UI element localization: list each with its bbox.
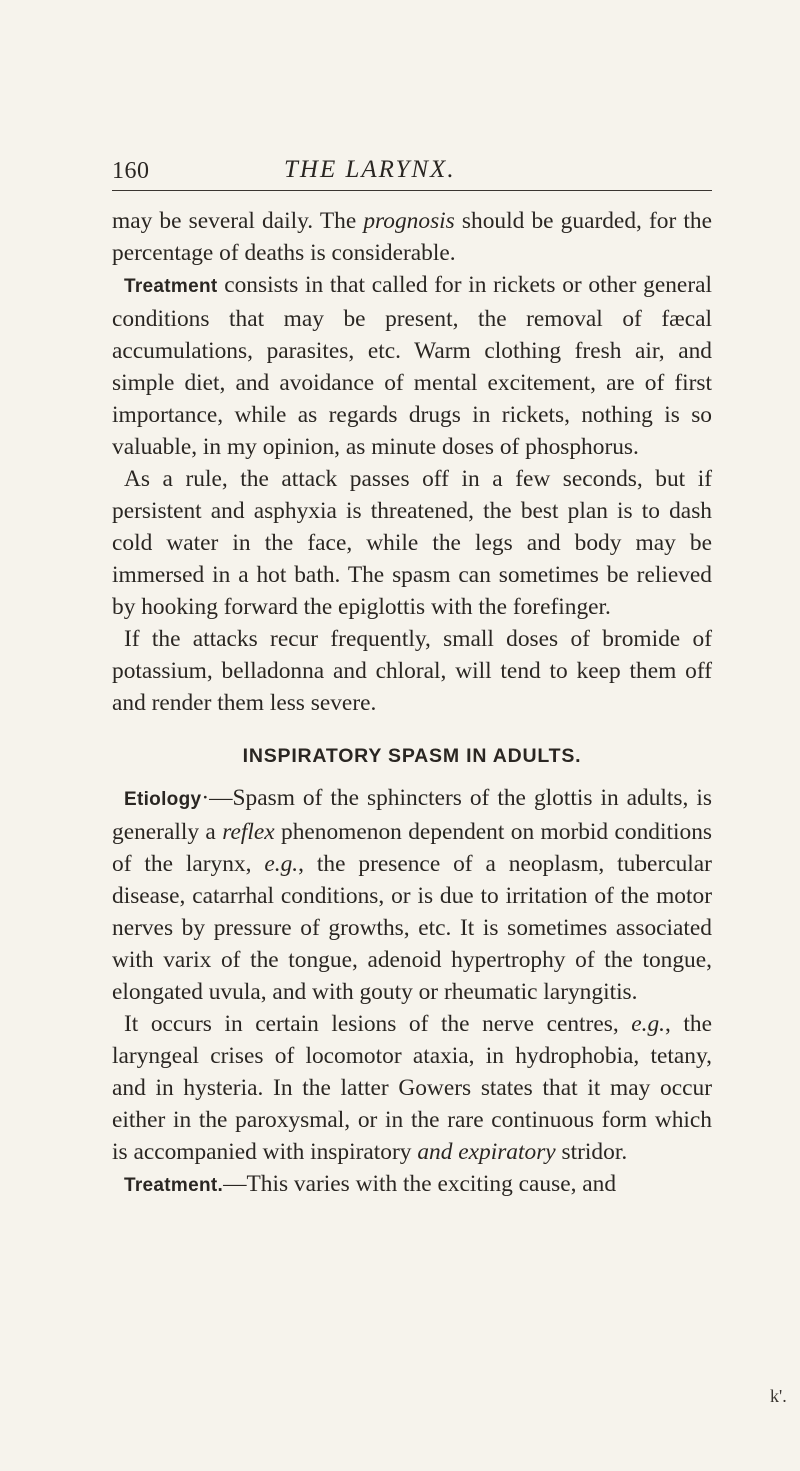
italic-term-eg: e.g.	[631, 1011, 666, 1037]
text-run: , the laryngeal crises of locomotor ataxia, in hydrophobia, tetany, and in hysteria. In the latter Gowers states that it may occur either in the paroxysmal, or in the rare continuous form which is accompanied with inspiratory	[112, 1011, 712, 1165]
paragraph-attack	[112, 463, 712, 623]
text-run: should be guarded, for the percentage of deaths is considerable.	[112, 208, 712, 266]
text-run: ·—Spasm of the sphincters of the glottis in adults, is generally a	[112, 785, 712, 845]
text-run: stridor.	[555, 1139, 628, 1165]
lead-etiology: Etiology	[124, 789, 202, 810]
signature-mark: k'.	[770, 1386, 787, 1406]
lead-treatment: Treatment.	[124, 1175, 224, 1196]
header-rule	[112, 190, 712, 191]
paragraph-treatment-adults	[112, 1168, 712, 1202]
running-title: THE LARYNX.	[284, 156, 456, 183]
paragraph-treatment	[112, 269, 712, 463]
section-heading: INSPIRATORY SPASM IN ADULTS.	[242, 745, 582, 767]
text-run: , the presence of a neoplasm, tubercular disease, catarrhal conditions, or is due to irritation of the motor nerves by pressure of growths, etc. It is sometimes associated with varix of the tongue, adenoid hypertrophy of the tongue, elongated uvula, and with gouty or rheumatic laryngitis.	[112, 851, 712, 1005]
page-number: 160	[112, 158, 150, 184]
lead-treatment: Treatment	[124, 276, 218, 297]
paragraph-etiology	[112, 782, 712, 1008]
paragraph-bromide	[112, 623, 712, 719]
paragraph-nerve-centres	[112, 1008, 712, 1168]
text-run: The	[319, 208, 364, 234]
paragraph-prognosis	[112, 205, 712, 269]
italic-term-expiratory: and expiratory	[417, 1139, 556, 1165]
text-run: phenomenon dependent on morbid conditions of the larynx,	[112, 819, 712, 877]
italic-term-prognosis: prognosis	[363, 208, 455, 234]
text-run: If the attacks recur frequently, small doses of bromide of potassium, belladonna and chloral, will tend to keep them off and render them less severe.	[112, 626, 712, 716]
text-run: may be several daily.	[112, 208, 320, 234]
italic-term-reflex: reflex	[222, 819, 275, 845]
text-run: It occurs in certain lesions of the nerve centres,	[124, 1011, 632, 1037]
text-run: consists in that called for in rickets or other general conditions that may be present, the removal of fæcal accumulations, parasites, etc. Warm clothing fresh air, and simple diet, and avoidance of mental excitement, are of first importance, while as regards drugs in rickets, nothing is so valuable, in my opinion, as minute doses of phosphorus.	[112, 272, 712, 460]
text-run: As a rule, the attack passes off in a few seconds, but if persistent and asphyxia is threatened, the best plan is to dash cold water in the face, while the legs and body may be immersed in a hot bath. The spasm can sometimes be relieved by hooking forward the epiglottis with the forefinger.	[112, 466, 712, 620]
body-text	[112, 205, 712, 1202]
italic-term-eg: e.g.	[264, 851, 299, 877]
text-run: —This varies with the exciting cause, and	[223, 1171, 617, 1197]
running-head	[112, 150, 712, 190]
